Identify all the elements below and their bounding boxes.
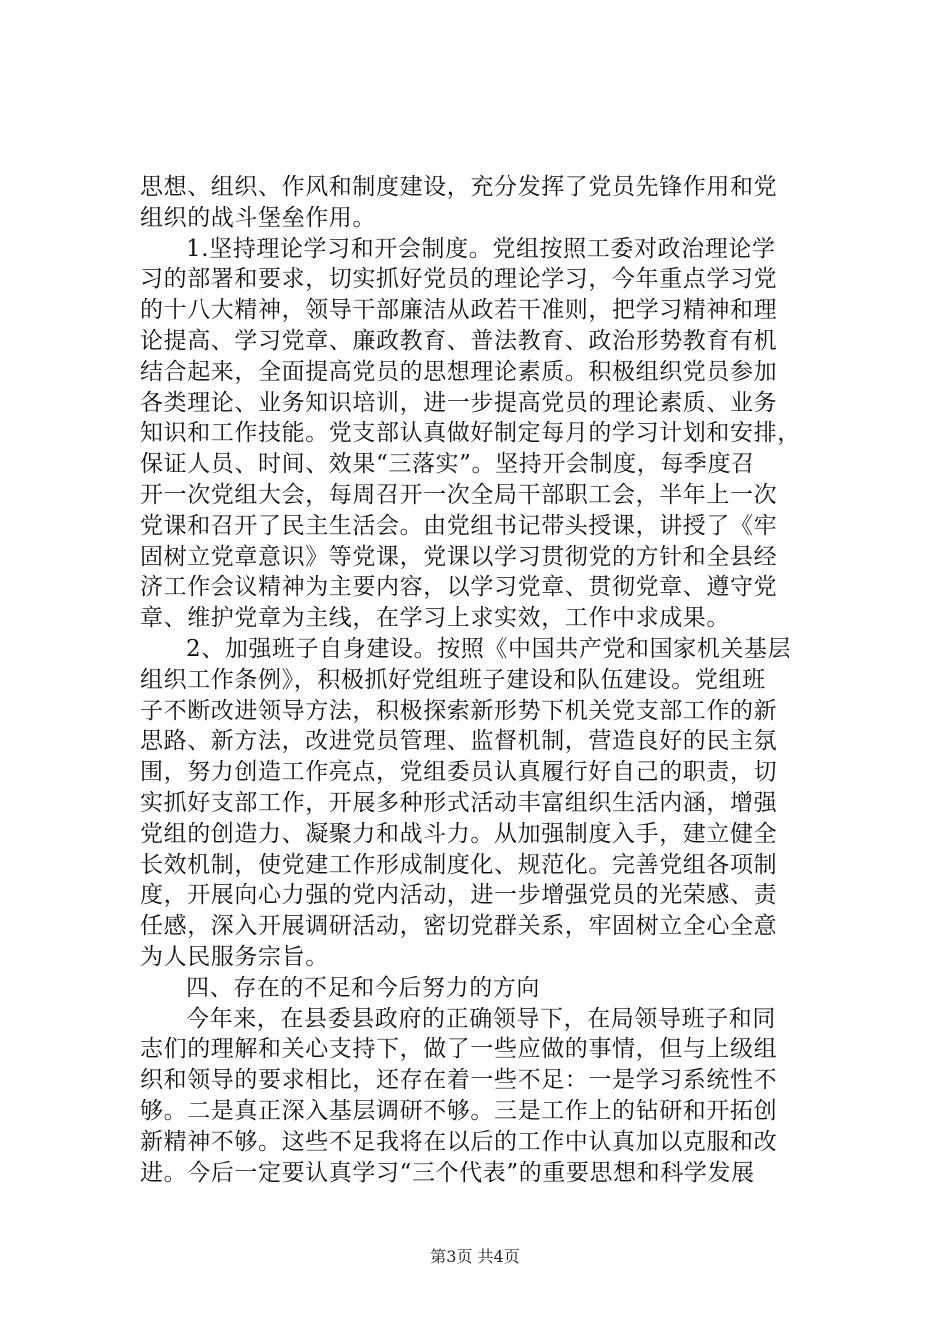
section-heading: 四、存在的不足和今后努力的方向 [186, 974, 540, 1001]
text-line: 知识和工作技能。党支部认真做好制定每月的学习计划和安排， [140, 420, 801, 447]
text-line: 够。二是真正深入基层调研不够。三是工作上的钻研和开拓创 [140, 1097, 778, 1124]
text-line: 围，努力创造工作亮点，党组委员认真履行好自己的职责，切 [140, 759, 778, 786]
text-line: 进。今后一定要认真学习“三个代表”的重要思想和科学发展 [140, 1159, 755, 1186]
text-line: 1.坚持理论学习和开会制度。党组按照工委对政治理论学 [186, 235, 776, 262]
text-line: 为人民服务宗旨。 [140, 943, 329, 970]
text-line: 2、加强班子自身建设。按照《中国共产党和国家机关基层 [186, 635, 792, 662]
text-line: 习的部署和要求，切实抓好党员的理论学习，今年重点学习党 [140, 266, 778, 293]
text-line: 济工作会议精神为主要内容，以学习党章、贯彻党章、遵守党 [140, 574, 778, 601]
text-line: 志们的理解和关心支持下，做了一些应做的事情，但与上级组 [140, 1036, 778, 1063]
text-line: 实抓好支部工作，开展多种形式活动丰富组织生活内涵，增强 [140, 789, 778, 816]
text-line: 织和领导的要求相比，还存在着一些不足：一是学习系统性不 [140, 1067, 778, 1094]
document-body [140, 172, 812, 1188]
text-line: 开一次党组大会，每周召开一次全局干部职工会，半年上一次 [140, 481, 778, 508]
text-line: 长效机制，使党建工作形成制度化、规范化。完善党组各项制 [140, 851, 778, 878]
text-line: 论提高、学习党章、廉政教育、普法教育、政治形势教育有机 [140, 327, 778, 354]
text-line: 党课和召开了民主生活会。由党组书记带头授课，讲授了《牢 [140, 512, 778, 539]
text-line: 章、维护党章为主线，在学习上求实效，工作中求成果。 [140, 605, 730, 632]
text-line: 组织工作条例》，积极抓好党组班子建设和队伍建设。党组班 [140, 666, 766, 693]
text-line: 各类理论、业务知识培训，进一步提高党员的理论素质、业务 [140, 389, 778, 416]
text-line: 新精神不够。这些不足我将在以后的工作中认真加以克服和改 [140, 1128, 778, 1155]
text-line: 的十八大精神，领导干部廉洁从政若干准则，把学习精神和理 [140, 297, 778, 324]
text-line: 度，开展向心力强的党内活动，进一步增强党员的光荣感、责 [140, 882, 778, 909]
text-line: 组织的战斗堡垒作用。 [140, 204, 376, 231]
text-line: 任感，深入开展调研活动，密切党群关系，牢固树立全心全意 [140, 913, 778, 940]
text-line: 思路、新方法，改进党员管理、监督机制，营造良好的民主氛 [140, 728, 778, 755]
text-line: 保证人员、时间、效果“三落实”。坚持开会制度，每季度召 [140, 451, 755, 478]
page-number-footer: 第3页 共4页 [430, 1247, 520, 1266]
text-line: 今年来，在县委县政府的正确领导下，在局领导班子和同 [186, 1005, 776, 1032]
text-line: 思想、组织、作风和制度建设，充分发挥了党员先锋作用和党 [140, 174, 778, 200]
text-line: 党组的创造力、凝聚力和战斗力。从加强制度入手，建立健全 [140, 820, 778, 847]
text-line: 固树立党章意识》等党课，党课以学习贯彻党的方针和全县经 [140, 543, 778, 570]
text-line: 子不断改进领导方法，积极探索新形势下机关党支部工作的新 [140, 697, 778, 724]
text-line: 结合起来，全面提高党员的思想理论素质。积极组织党员参加 [140, 358, 778, 385]
